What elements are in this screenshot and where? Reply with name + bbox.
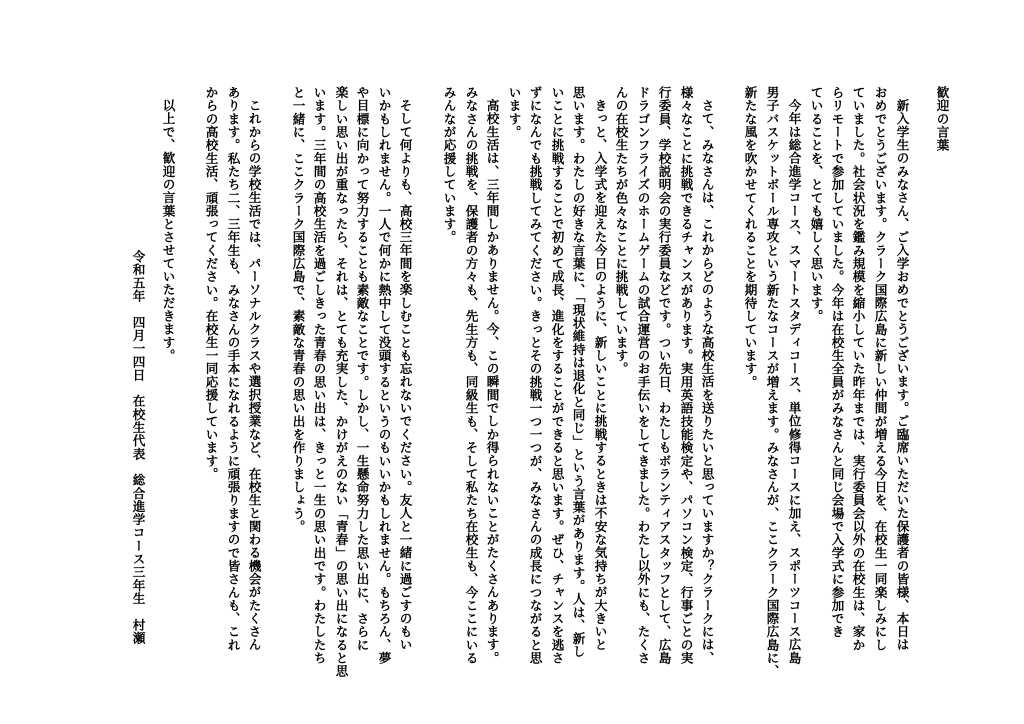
text-line: ドラゴンフライズのホームゲームの試合運営のお手伝いをしてきました。わたし以外にも、たくさ <box>635 86 651 665</box>
text-line: みなさんの挑戦を、保護者の方々も、先生方も、同級生も、そして私たち在校生も、今ここにいる <box>463 86 479 665</box>
text-line: 様々なことに挑戦できるチャンスがあります。実用英語技能検定や、パソコン検定、行事ごとの実 <box>678 86 694 665</box>
text-line: 思います。わたしの好きな言葉に、「現状維持は退化と同じ」という言葉があります。人は、新し <box>570 86 586 659</box>
text-line: さて、みなさんは、これからどのような高校生活を送りたいと思っていますか？クラークには、 <box>699 99 715 665</box>
text-line: あります。私たち二、三年生も、みなさんの手本になれるように頑張りますので皆さんも、これ <box>225 86 241 652</box>
text-line: みんなが応援しています。 <box>441 86 457 244</box>
text-line: きっと、入学式を迎えた今日のように、新しいことに挑戦するときは不安な気持ちが大きいと <box>592 99 608 652</box>
text-line: ていることを、とても嬉しく思います。 <box>808 86 824 323</box>
text-line: これからの学校生活では、パーソナルクラスや選択授業など、在校生と関わる機会がたくさん <box>246 99 262 652</box>
text-line: からの高校生活、頑張ってください。在校生一同応援しています。 <box>203 86 219 481</box>
text-line: 新たな風を吹かせてくれることを期待しています。 <box>742 86 758 389</box>
signature-line: 令和五年 四月一四日 在校生代表 総合進学コース三年生 村瀬 <box>130 250 146 645</box>
text-line: います。 <box>506 86 522 139</box>
text-line: らリモートで参加していました。今年は在校生全員がみなさんと同じ会場で入学式に参加でき <box>829 86 845 639</box>
text-line: 男子バスケットボール専攻という新たなコースが増えます。みなさんが、ここクラーク国際広島に、 <box>764 86 780 678</box>
text-line: いかもしれません。一人で何かに熱中して没頭するというのもいいかもしれません。もちろん、夢 <box>376 86 392 665</box>
text-line: 楽しい思い出が重なったら、それは、とても充実した、かけがえのない「青春」の思い出になると思 <box>333 86 349 678</box>
text-line: 今年は総合進学コース、スマートスタディコース、単位修得コースに加え、スポーツコース広島 <box>786 99 802 665</box>
text-line: ずになんでも挑戦してみてください。きっとその挑戦一つ一つが、みなさんの成長につながると思 <box>527 86 543 665</box>
text-line: いことに挑戦することで初めて成長、進化をすることができると思います。ぜひ、チャンスを逃さ <box>549 86 565 665</box>
text-line: んの在校生たちが色々なことに挑戦しています。 <box>613 86 629 376</box>
text-line: や目標に向かって努力することも素敵なことです。しかし、一生懸命努力した思い出に、さらに <box>354 86 370 652</box>
text-line: 行委員、学校説明会の実行委員などです。つい先日、わたしもボランティアスタッフとして、広島 <box>656 86 672 665</box>
text-line: そして何よりも、高校三年間を楽しむことも忘れないでください。友人と一緒に過ごすのもい <box>397 99 413 652</box>
text-line: います。三年間の高校生活を過ごしきった青春の思い出は、きっと一生の思い出です。わたしたち <box>311 86 327 665</box>
text-line: 新入学生のみなさん、ご入学おめでとうございます。ご臨席いただいた保護者の皆様、本日は <box>894 99 910 652</box>
text-line: と一緒に、ここクラーク国際広島で、素敵な青春の思い出を作りましょう。 <box>290 86 306 534</box>
text-line: ていました。社会状況を鑑み規模を縮小していた昨年までは、実行委員会以外の在校生は、家か <box>850 86 866 652</box>
text-line: 高校生活は、三年間しかありません。今、この瞬間でしか得られないことがたくさんあります。 <box>484 99 500 665</box>
text-line: おめでとうございます。クラーク国際広島に新しい仲間が増える今日を、在校生一同楽しみにし <box>872 86 888 652</box>
document-title: 歓迎の言葉 <box>934 86 950 152</box>
closing-line: 以上で、歓迎の言葉とさせていただきます。 <box>160 99 176 362</box>
